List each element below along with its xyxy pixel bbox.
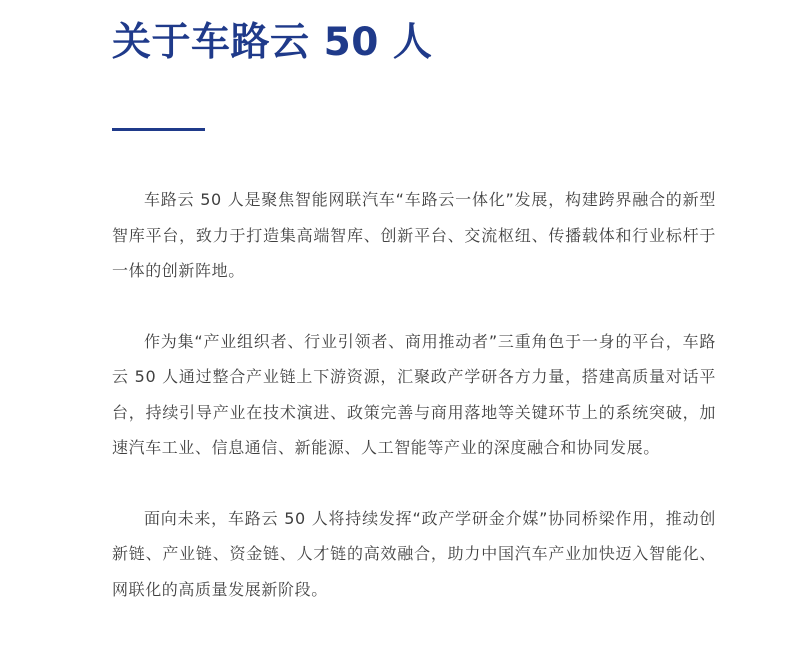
paragraph-intro: 车路云 50 人是聚焦智能网联汽车“车路云一体化”发展，构建跨界融合的新型智库平台，致力于打造集高端智库、创新平台、交流枢纽、传播载体和行业标杆于一体的创新阵地。 [112,190,716,280]
paragraph-future: 面向未来，车路云 50 人将持续发挥“政产学研金介媒”协同桥梁作用，推动创新链、产业链、资金链、人才链的高效融合，助力中国汽车产业加快迈入智能化、网联化的高质量发展新阶段。 [112,508,716,599]
title-underline [112,128,205,131]
about-content [112,182,716,642]
paragraph-role: 作为集“产业组织者、行业引领者、商用推动者”三重角色于一身的平台，车路云 50 人通过整合产业链上下游资源，汇聚政产学研各方力量，搭建高质量对话平台，持续引导产业在技术演进、政策完善与商用落地等关键环节上的系统突破，加速汽车工业、信息通信、新能源、人工智能等产业的深度融合和协同发展。 [112,331,716,457]
page-title: 关于车路云 50 人 [112,20,433,65]
